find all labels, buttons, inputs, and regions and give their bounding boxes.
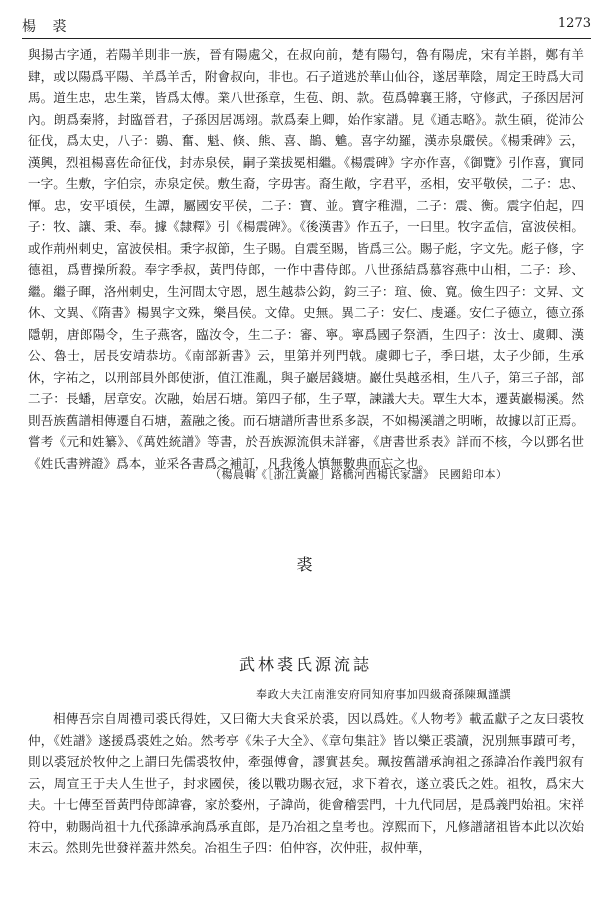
surname-heading: 裘 bbox=[296, 555, 315, 574]
running-title: 楊 裘 bbox=[22, 19, 73, 35]
author-byline: 奉政大夫江南淮安府同知府事加四級裔孫陳珮謹譔 bbox=[256, 688, 512, 701]
qiu-origin-text: 相傳吾宗自周禮司裘氏得姓，又曰衛大夫食采於裘，因以爲姓。《人物考》載孟獻子之友曰裘牧仲，《姓譜》遂援爲裘姓之始。然考亭《朱子大全》、《章句集註》皆以樂正裘讀，況別無事蹟可考，則以裘冠於牧仲之上謂曰先儒裘牧仲，牽强傅會，謬實甚矣。珮按舊譜承詢祖之孫諱冶作義門叙有云，周宣王于夫人生世子，封求國侯，後以戰功賜衣冠，求下着衣，遂立裘氏之姓。祖牧，爲宋大夫。十七傳至晉黃門侍郎諱睿，家於婺州，子諱尚，徙會稽雲門，十九代同居，是爲義門始祖。宋祥符中，勅賜尚祖十九代孫諱承詢爲承直郎，是乃冶祖之皇考也。淳熙而下，凡修譜諸祖皆本此以次始末云。然則先世發祥蓋井然矣。冶祖生子四：伯仲容，次仲莊，叔仲華， bbox=[28, 711, 584, 855]
yang-genealogy-text: 與揚古字通，若陽羊則非一族，晉有陽處父，在叔向前，楚有陽匄，魯有陽虎，宋有羊斟，鄭有羊肆，或以陽爲平陽、羊爲羊舌，附會叔向，非也。石子道逃於華山仙谷，遂居華陰，周定王時爲大司馬。道生忠，忠生業，皆爲太傅。業八世孫章，生苞、朗、款。苞爲韓襄王將，守修武，子孫因居河內。朗爲秦將，封臨晉君，子孫因居馮翊。款爲秦上卿，始作家譜。見《通志略》。款生碩，從沛公征伐，爲太史，八子：鷃、奮、魁、倏、熊、喜、鵲、魋。喜字幼羅，漢赤泉嚴侯。《楊秉碑》云，漢興，烈祖楊喜佐命征伐，封赤泉侯，嗣子業拔冕相繼。《楊震碑》字亦作喜，《御覽》引作喜，實同一字。生敷，字伯宗，赤泉定侯。敷生裔，字毋害。裔生敞，字君平，丞相，安平敬侯，二子：忠、惲。忠，安平頃侯，生譚，屬國安平侯，二子：寶、並。寶字稚淵，二子：震、衡。震字伯起，四子：牧、讓、秉、奉。據《隸釋》引《楊震碑》。《後漢書》作五子，一曰里。牧字孟信，富波侯相。或作荊州刺史，富波侯相。秉字叔節，生子賜。自震至賜，皆爲三公。賜子彪，字文先。彪子修，字德祖，爲曹操所殺。奉字季叔，黃門侍郎，一作中書侍郎。八世孫結爲慕容燕中山相，二子：珍、繼。繼子暉，洛州刺史，生河間太守恩，恩生越恭公鈞，鈞三子：瑄、儉、寬。儉生四子：文昇、文休、文異、《隋書》楊異字文殊，樂昌侯。文偉。史無。異二子：安仁、虔遜。安仁子德立，德立孫隱朝，唐郎陽令，生子燕客，臨汝令，生二子：審、寧。寧爲國子祭酒，生四子：汝士、虞卿、漢公、魯士，居長安靖恭坊。《南部新書》云，里第并列門戟。虞卿七子，季曰堪，太子少師，生承休，字祐之，以刑部員外郎使浙，值江淮亂，與子巖居錢塘。巖仕吳越丞相，生八子，第三子部，部二子：長蟠，居章安。次融，始居石塘。第四子郁，生子覃，諫議大夫。覃生大本，遷黃巖楊溪。然則吾族舊譜相傳遷自石塘，蓋融之後。而石塘譜所書世系多誤，不如楊溪譜之明晰，故據以訂正焉。嘗考《元和姓纂》、《萬姓統譜》等書，於吾族源流俱未詳審，《唐書世系表》詳而不核，今以鄧名世《姓氏書辨證》爲本，並采各書爲之補訂，凡我後人慎無數典而忘之也。 bbox=[28, 47, 584, 471]
page-number: 1273 bbox=[557, 16, 591, 31]
article-title: 武林裘氏源流誌 bbox=[238, 655, 372, 674]
source-citation: （楊晨輯《［浙江黃巖］路橋河西楊氏家譜》 民國鉛印本） bbox=[210, 468, 508, 481]
running-header bbox=[22, 12, 591, 39]
